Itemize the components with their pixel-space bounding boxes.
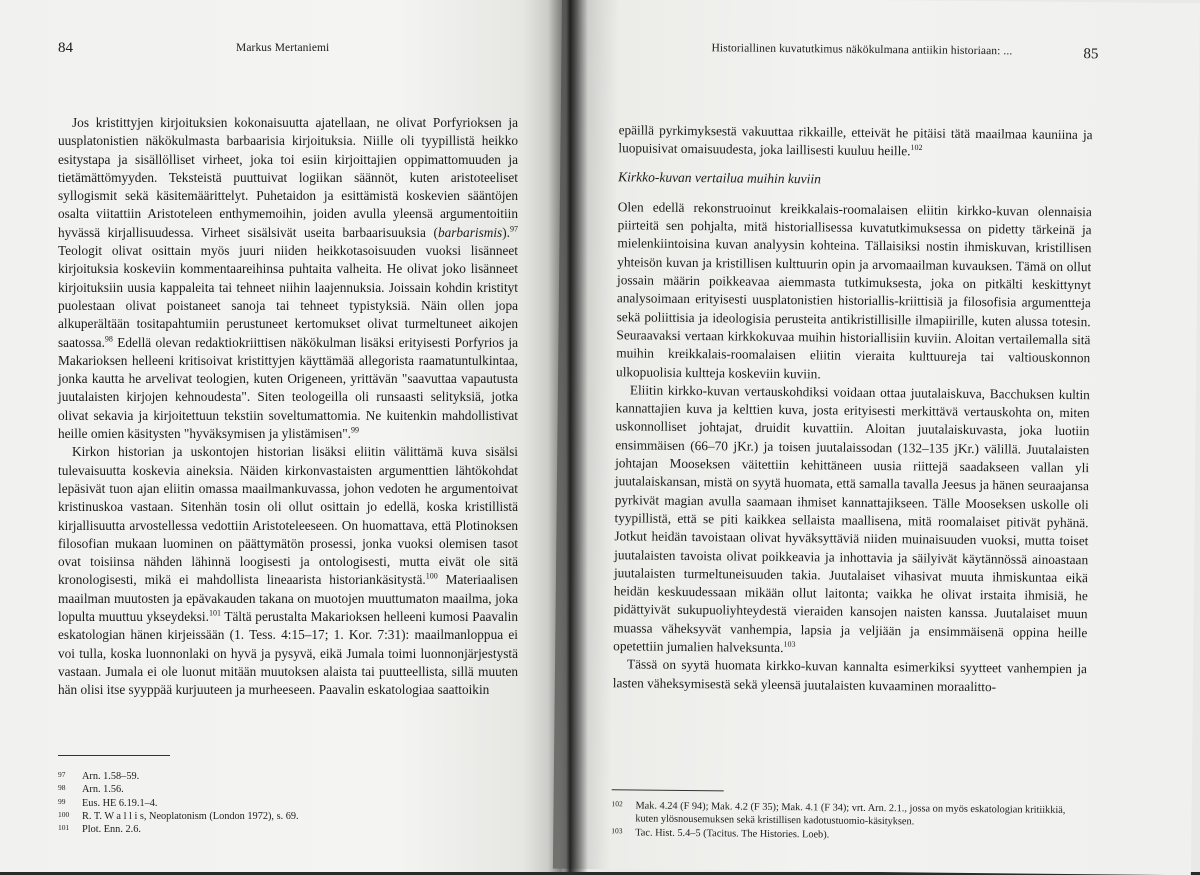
footnote-marker: 99 [351, 425, 359, 435]
running-head: Markus Mertaniemi [236, 42, 330, 54]
footnote-marker: 101 [208, 608, 221, 618]
body-text [58, 114, 518, 700]
footnote-number: 102 [611, 799, 623, 809]
text-run: Tässä on syytä huomata kirkko-kuvan kannalta esimerkiksi syytteet vanhempien ja lasten väheksymisestä sekä yleensä juutalaisten kuvaaminen moraalitto- [612, 656, 1088, 694]
right-page [553, 0, 1200, 875]
italic-term: barbarismis [437, 224, 503, 240]
text-run: ). [502, 224, 510, 240]
text-run: Jos kristittyjen kirjoituksien kokonaisuutta ajatellaan, ne olivat Porfyrioksen ja uusplatonistien näkökulmasta barbaarisia kirjoituksia. Niille oli tyypillistä heikko esitystapa ja sisällölliset virheet, joka toi esiin kirjoittajien oppimattomuuden ja tietämättömyyden. Teksteistä puuttuivat logiikan säännöt, kuten aristoteeliset syllogismit sekä käsitemäärittelyt. Puhetaidon ja esittämistä koskevien sääntöjen osalta viitattiin Aristoteleen enthymemoihin, joiden avulla yleensä argumentoitiin hyvässä kirjallisuudessa. Virheet sisälsivät useita barbaarisuuksia ( [58, 115, 518, 240]
book-gutter-shadow [548, 0, 588, 872]
section-heading [618, 168, 1092, 191]
footnote [58, 797, 518, 810]
paragraph [613, 656, 1087, 698]
footnote-marker: 97 [510, 224, 518, 234]
footnote [58, 823, 518, 836]
footnote-marker: 98 [104, 334, 113, 344]
paragraph [618, 121, 1092, 163]
footnote-number: 98 [58, 783, 66, 793]
footnote [58, 810, 518, 823]
footnote-number: 101 [58, 823, 70, 833]
footnote-text: Mak. 4.24 (F 94); Mak. 4.2 (F 35); Mak. 4.1 (F 34); vrt. Arn. 2.1., jossa on myös eskatologian kritiikkiä, kuten ylösnousemuksen sekä kristillisen kadotustuomio-käsityksen. [635, 800, 1066, 828]
footnotes [58, 770, 518, 836]
text-run: Edellä olevan redaktiokriittisen näkökulman lisäksi erityisesti Porfyrios ja Makarioksen helleeni kritisoivat kristittyjen käyttämää allegorista raamatuntulkintaa, jonka kautta he arvelivat teologien, kuten Origeneen, yrittävän "saavuttaa vapautusta juutalaisten kirjojen kehnoudesta". Siten teologeilla oli runsaasti selityksiä, jotka olivat sekavia ja kirjoitettuun tekstiin soveltumattomia. Ne kuitenkin mahdollistivat heille omien käsitysten "hyväksymisen ja ylistämisen". [58, 334, 518, 442]
paragraph [58, 114, 518, 443]
left-page [0, 0, 562, 872]
text-run: Kirkko-kuvan vertailua muihin kuviin [618, 168, 822, 186]
footnote-number: 103 [611, 825, 623, 835]
paragraph [616, 198, 1092, 386]
footnote-number: 99 [58, 796, 66, 806]
footnote-marker: 103 [783, 639, 796, 649]
footnote-text: Arn. 1.56. [82, 784, 124, 796]
footnote-rule [612, 789, 724, 791]
text-run: epäillä pyrkimyksestä vakuuttaa rikkaille, etteivät he pitäisi tätä maailmaa kauniina ja luopuisivat omaisuudesta, joka laillisesti kuuluu heille. [618, 122, 1093, 159]
footnote-marker: 102 [910, 143, 923, 153]
footnote-text: R. T. W a l l i s, Neoplatonism (London 1972), s. 69. [82, 810, 299, 822]
paragraph [58, 443, 518, 699]
footnote-text: Eus. HE 6.19.1–4. [82, 797, 158, 809]
footnote [58, 770, 518, 783]
page-number: 85 [1083, 46, 1099, 63]
footnote-rule [58, 755, 170, 756]
footnote-marker: 100 [425, 572, 438, 581]
text-run: Kirkon historian ja uskontojen historian lisäksi eliitin välittämä kuva sisälsi tulevaisuutta koskevia aineksia. Näiden kirkonvastaisten argumenttien lähtökohdat lepäsivät tuon ajan eliitin omassa maailmankuvassa, johon vedoten he argumentoivat kristinuskoa vastaan. Sitenhän tosin oli ollut osittain jo edellä, koska kristillistä kirjallisuutta arvostellessa vedottiin Aristoteleeseen. On huomattava, että Plotinoksen filosofian mukaan luominen on päättymätön prosessi, jonka vuoksi olemisen tasot ovat toisiinsa nähden lähinnä loogisesti ja ontologisesti, mutta eivät ole sitä kronologisesti, mikä ei mahdollista lineaarista historiankäsitystä. [58, 444, 518, 588]
text-run: Materiaalisen maailman muutosten ja epävakauden takana on muotojen muuttumaton maailma, joka lopulta muuttuu ykseydeksi. [58, 572, 518, 625]
text-run: Eliitin kirkko-kuvan vertauskohdiksi voidaan ottaa juutalaiskuva, Bacchuksen kultin kannattajien kuva ja kelttien kuva, josta erityisesti merkittävä vertauskohta on, miten uskonnolliset johtajat, druidit kuvattiin. Aloitan juutalaiskuvasta, joka luotiin ensimmäisen (66–70 jKr.) ja toisen juutalaissodan (132–135 jKr.) välillä. Juutalaisten johtajan Mooseksen väitettiin kehittäneen uusia riittejä saadakseen vallan yli juutalaiskansan, mistä on syytä huomata, että samalla tavalla Jeesus ja hänen seuraajansa pyrkivät magian avulla saamaan ihmiset kannattajikseen. Tälle Mooseksen uskolle oli tyypillistä, että se piti kaikkea sellaista maallisena, mitä roomalaiset pitivät pyhänä. Jotkut heidän tavoistaan olivat hyväksyttäviä niiden muinaisuuden vuoksi, mutta toiset juutalaisten tavoista olivat poikkeavia ja inhottavia ja säilyivät käytännössä ainoastaan juutalaisten turmeltuneisuuden takia. Juutalaiset vihasivat muuta ihmiskuntaa eikä heidän keskuudessaan mikään ollut laitonta; vaikka he olivat irstaita ihmisiä, he pidättyivät sukupuoliyhteydestä vieraiden kansojen naisten kanssa. Juutalaiset muun muassa väheksyvät vanhempia, lapsia ja veljiään ja ensimmäisenä oppina heille opetettiin jumalien halveksunta. [613, 382, 1090, 656]
footnote-text: Tac. Hist. 5.4–5 (Tacitus. The Histories. Loeb). [635, 827, 830, 841]
text-run: Tältä perustalta Makarioksen helleeni kumosi Paavalin eskatologian hänen kirjeissään (1. Tess. 4:15–17; 1. Kor. 7:31): maailmanloppua ei voi tulla, koska luonnonlaki on hyvä ja pysyvä, eikä Jumala toimi luonnonjärjestystä vastaan. Jumala ei ole luonut mitään muutoksen alaista tai puutteellista, sillä muuten hän olisi itse syyppää kurjuuteen ja murheeseen. Paavalin eskatologiaa saattoikin [58, 609, 518, 698]
paragraph [613, 381, 1090, 660]
body-text [613, 121, 1093, 697]
footnote [58, 783, 518, 796]
text-run: Olen edellä rekonstruoinut kreikkalais-roomalaisen eliitin kirkko-kuvan olennaisia piirteitä sen pohjalta, mitä historiallisessa kuvatutkimuksessa on pidetty tärkeinä ja mielenkiintoisina kuvan analyysin kohteina. Tällaisiksi nostin ihmiskuvan, kristillisen yhteisön kuvan ja kristillisen kulttuurin opin ja arvomaailman kuvauksen. Tämä on ollut jossain määrin poikkeavaa aiemmasta tutkimuksesta, joka on pitkälti keskittynyt analysoimaan erityisesti uusplatonistien historiallis-kriittisiä ja filosofisia argumentteja sekä poliittisia ja ideologisia perusteita antikristillisille ilmapiirille, kuten alussa totesin. Seuraavaksi vertaan kirkkokuvaa muihin historiallisiin kuviin. Aloitan vertailemalla sitä muihin kreikkalais-roomalaisen eliitin vieraita kulttuureja tai valtiouskonnon ulkopuolisia kultteja koskeviin kuviin. [616, 199, 1092, 381]
text-run: Teologit olivat osittain myös juuri niiden heikkotasoisuuden vuoksi lisänneet kirjoituksia koskeviin kommentaareihinsa puhtaita valheita. He olivat joko lisänneet kirjoituksiin uusia kappaleita tai tehneet niihin laajennuksia. Joissain kohdin kristityt puolestaan olivat poistaneet sanoja tai tehneet typistyksiä. Näin ollen jopa alkuperältään tositapahtumiin perustuneet kertomukset olivat turmeltuneet aikojen saatossa. [58, 243, 518, 350]
footnote-number: 100 [58, 809, 70, 819]
footnote-text: Arn. 1.58–59. [82, 771, 140, 782]
footnote-number: 97 [58, 770, 66, 779]
footnotes [611, 799, 1085, 844]
running-head: Historiallinen kuvatutkimus näkökulmana antiikin historiaan: ... [711, 42, 1013, 58]
footnote-text: Plot. Enn. 2.6. [82, 824, 141, 836]
page-number: 84 [58, 40, 73, 56]
